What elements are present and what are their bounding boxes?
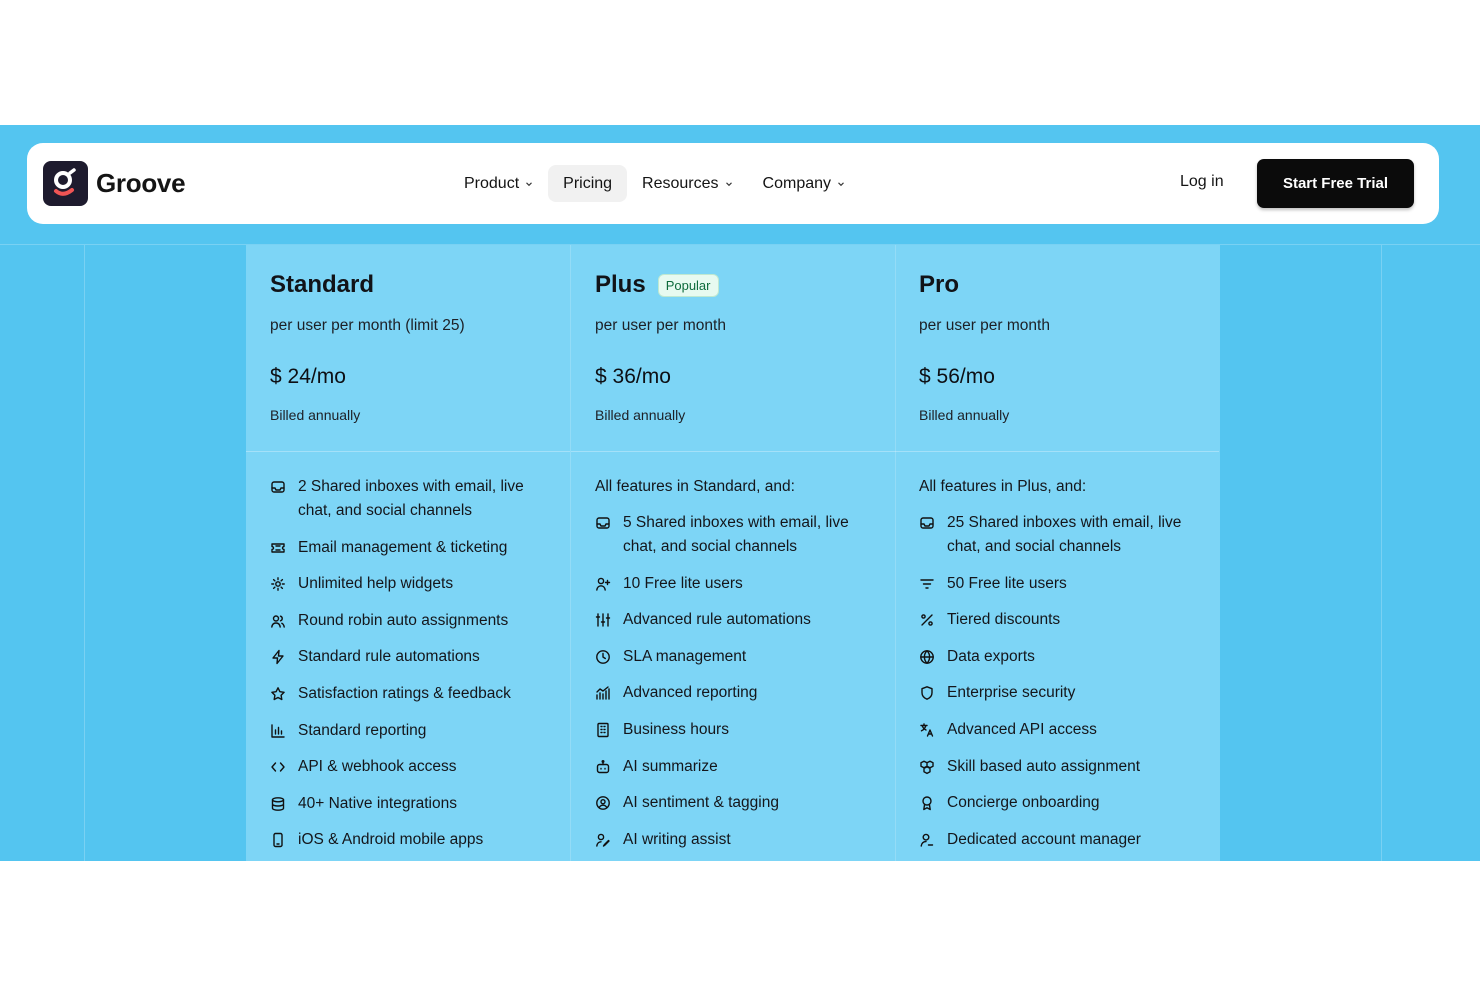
feature-item	[919, 681, 1209, 705]
inbox-icon	[595, 515, 611, 531]
feature-text: Standard reporting	[298, 721, 427, 739]
chevron-down-icon	[725, 180, 733, 188]
feature-text: 40+ Native integrations	[298, 794, 457, 812]
feature-item	[919, 828, 1209, 852]
nav-company-label: Company	[762, 174, 832, 192]
feature-item	[595, 645, 885, 669]
plan-plus	[571, 245, 895, 861]
nav-resources-label: Resources	[642, 174, 719, 192]
user-circle-icon	[595, 795, 611, 811]
shield-icon	[919, 685, 935, 701]
translate-icon	[919, 722, 935, 738]
feature-text: Concierge onboarding	[947, 794, 1100, 812]
feature-text: API & webhook access	[298, 758, 457, 776]
nav-product[interactable]	[449, 165, 548, 202]
login-link[interactable]: Log in	[1180, 173, 1224, 190]
users-icon	[270, 613, 286, 629]
feature-text: Dedicated account manager	[947, 830, 1141, 848]
award-icon	[919, 795, 935, 811]
feature-text: SLA management	[623, 647, 747, 665]
globe-icon	[919, 649, 935, 665]
feature-item	[270, 609, 560, 633]
plan-name	[270, 271, 374, 299]
feature-item	[270, 682, 560, 706]
navbar	[27, 143, 1439, 224]
feature-list	[595, 475, 885, 861]
feature-text: Enterprise security	[947, 684, 1076, 702]
feature-item	[919, 511, 1209, 559]
feature-text: 10 Free lite users	[623, 574, 743, 592]
plan-name-text: Standard	[270, 271, 375, 298]
feature-item	[270, 475, 560, 523]
feature-text: Tiered discounts	[947, 611, 1061, 629]
feature-text: Email management & ticketing	[298, 538, 508, 556]
plan-name	[919, 271, 959, 299]
star-icon	[270, 686, 286, 702]
boxes-icon	[919, 759, 935, 775]
feature-item	[919, 791, 1209, 815]
feature-item	[270, 828, 560, 852]
groove-logo-icon	[43, 161, 88, 206]
nav-pricing[interactable]	[548, 165, 627, 202]
popular-badge: Popular	[658, 274, 719, 297]
building-icon	[595, 722, 611, 738]
inbox-icon	[919, 515, 935, 531]
clock-icon	[595, 649, 611, 665]
feature-item	[919, 645, 1209, 669]
feature-item	[270, 719, 560, 743]
plan-billing: Billed annually	[270, 407, 361, 423]
ticket-icon	[270, 540, 286, 556]
start-free-trial-button[interactable]: Start Free Trial	[1257, 159, 1414, 208]
feature-item	[919, 572, 1209, 596]
nav-pricing-label: Pricing	[563, 174, 613, 192]
feature-text: AI sentiment & tagging	[623, 794, 779, 812]
percent-icon	[919, 612, 935, 628]
feature-text: 25 Shared inboxes with email, live chat, and social channels	[947, 514, 1182, 555]
feature-item	[919, 608, 1209, 632]
feature-intro: All features in Plus, and:	[919, 478, 1087, 495]
logo[interactable]	[43, 161, 185, 206]
plan-billing: Billed annually	[595, 407, 686, 423]
code-icon	[270, 759, 286, 775]
divider	[571, 451, 895, 452]
plan-billing: Billed annually	[919, 407, 1010, 423]
feature-item	[270, 536, 560, 560]
feature-text: AI summarize	[623, 757, 718, 775]
feature-item	[270, 755, 560, 779]
feature-text: 50 Free lite users	[947, 574, 1067, 592]
nav-product-label: Product	[464, 174, 520, 192]
grid-line	[84, 245, 85, 861]
feature-text: Standard rule automations	[298, 648, 480, 666]
phone-icon	[270, 832, 286, 848]
plan-pro	[895, 245, 1219, 861]
feature-text: Data exports	[947, 647, 1035, 665]
user-pen-icon	[595, 832, 611, 848]
inbox-icon	[270, 479, 286, 495]
feature-text: Round robin auto assignments	[298, 611, 509, 629]
feature-intro: All features in Standard, and:	[595, 478, 795, 495]
plan-price: $ 24/mo	[270, 365, 346, 388]
feature-text: Business hours	[623, 720, 729, 738]
plan-header	[246, 245, 570, 451]
grid-line	[1381, 245, 1382, 861]
plan-subtitle: per user per month	[919, 317, 1050, 334]
feature-item	[595, 511, 885, 559]
feature-item	[270, 572, 560, 596]
chevron-down-icon	[837, 180, 845, 188]
feature-text: Satisfaction ratings & feedback	[298, 684, 511, 702]
feature-text: Advanced API access	[947, 720, 1097, 738]
plan-subtitle: per user per month	[595, 317, 726, 334]
filter-icon	[919, 576, 935, 592]
plan-price: $ 36/mo	[595, 365, 671, 388]
plan-subtitle: per user per month (limit 25)	[270, 317, 465, 334]
bot-icon	[595, 759, 611, 775]
database-icon	[270, 796, 286, 812]
feature-text: iOS & Android mobile apps	[298, 831, 484, 849]
feature-item	[595, 681, 885, 705]
feature-item	[595, 791, 885, 815]
bolt-icon	[270, 649, 286, 665]
trend-chart-icon	[595, 685, 611, 701]
main-nav	[449, 165, 860, 202]
feature-text: Unlimited help widgets	[298, 575, 454, 593]
plan-name	[595, 271, 719, 299]
plan-standard	[246, 245, 570, 861]
feature-text: 2 Shared inboxes with email, live chat, and social channels	[298, 478, 524, 519]
feature-text: Skill based auto assignment	[947, 757, 1141, 775]
feature-item	[595, 718, 885, 742]
nav-company[interactable]	[748, 165, 860, 202]
feature-item	[919, 718, 1209, 742]
user-icon	[919, 832, 935, 848]
divider	[246, 451, 570, 452]
plan-name-text: Plus	[595, 271, 646, 298]
plan-price: $ 56/mo	[919, 365, 995, 388]
feature-text: AI writing assist	[623, 830, 731, 848]
plan-header	[895, 245, 1219, 451]
pricing-plans	[246, 245, 1220, 861]
gear-icon	[270, 576, 286, 592]
feature-list	[919, 475, 1209, 861]
nav-resources[interactable]	[627, 165, 747, 202]
plan-header	[571, 245, 895, 451]
feature-text: Advanced rule automations	[623, 611, 811, 629]
feature-text: 5 Shared inboxes with email, live chat, and social channels	[623, 514, 849, 555]
feature-item	[595, 608, 885, 632]
brand-name: Groove	[96, 168, 186, 198]
plan-name-text: Pro	[919, 271, 960, 298]
chevron-down-icon	[525, 180, 533, 188]
feature-item	[919, 755, 1209, 779]
feature-item	[595, 755, 885, 779]
feature-item	[270, 645, 560, 669]
feature-item	[595, 572, 885, 596]
feature-list	[270, 475, 560, 861]
feature-item	[270, 792, 560, 816]
divider	[895, 451, 1219, 452]
feature-item	[595, 828, 885, 852]
sliders-icon	[595, 612, 611, 628]
bar-chart-icon	[270, 723, 286, 739]
page-background	[0, 125, 1480, 861]
feature-text: Advanced reporting	[623, 684, 758, 702]
user-plus-icon	[595, 576, 611, 592]
